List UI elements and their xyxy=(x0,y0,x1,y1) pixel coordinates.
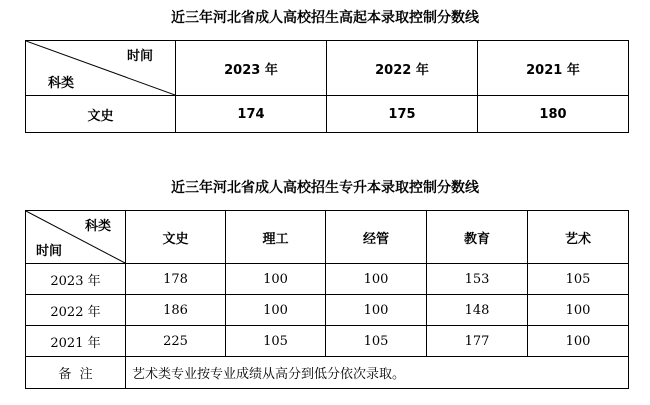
table2-cell: 105 xyxy=(226,326,326,357)
table2-cell: 105 xyxy=(326,326,427,357)
table2-corner-bottom: 时间 xyxy=(36,244,63,259)
table2-cell: 153 xyxy=(427,264,528,295)
table2-cell: 105 xyxy=(528,264,629,295)
table1-corner-top: 时间 xyxy=(126,49,153,64)
table2-corner-top: 科类 xyxy=(84,219,111,234)
table2-category-header: 教育 xyxy=(427,211,528,264)
table-row xyxy=(26,264,629,295)
table2-year-label: 2021 年 xyxy=(26,326,126,357)
table1-header-row xyxy=(26,41,629,96)
table1-cell: 174 xyxy=(176,96,327,133)
table2-cell: 148 xyxy=(427,295,528,326)
table2-header-row xyxy=(26,211,629,264)
table2-cell: 225 xyxy=(126,326,226,357)
table2-note-label: 备 注 xyxy=(26,357,126,389)
table-row xyxy=(26,96,629,133)
table2-cell: 177 xyxy=(427,326,528,357)
table1-title: 近三年河北省成人高校招生高起本录取控制分数线 xyxy=(171,10,479,26)
table2-category-header: 经管 xyxy=(326,211,427,264)
table-row xyxy=(26,326,629,357)
table2-cell: 100 xyxy=(226,295,326,326)
table2 xyxy=(25,210,629,389)
table2-cell: 100 xyxy=(528,326,629,357)
table2-corner-cell xyxy=(26,211,126,264)
table1-corner-cell xyxy=(26,41,176,96)
table2-note-text: 艺术类专业按专业成绩从高分到低分依次录取。 xyxy=(126,357,629,389)
table2-title: 近三年河北省成人高校招生专升本录取控制分数线 xyxy=(171,180,479,196)
table1-row-label: 文史 xyxy=(26,96,176,133)
table2-category-header: 理工 xyxy=(226,211,326,264)
table1-cell: 175 xyxy=(327,96,478,133)
table1-cell: 180 xyxy=(478,96,629,133)
table1-year-header: 2021 年 xyxy=(478,41,629,96)
table2-note-row xyxy=(26,357,629,389)
table1-year-header: 2022 年 xyxy=(327,41,478,96)
table-row xyxy=(26,295,629,326)
table2-year-label: 2023 年 xyxy=(26,264,126,295)
table1-corner-bottom: 科类 xyxy=(48,76,75,91)
table2-category-header: 艺术 xyxy=(528,211,629,264)
table2-cell: 100 xyxy=(226,264,326,295)
table2-category-header: 文史 xyxy=(126,211,226,264)
table2-cell: 100 xyxy=(326,295,427,326)
table2-year-label: 2022 年 xyxy=(26,295,126,326)
table1 xyxy=(25,40,629,133)
table2-cell: 100 xyxy=(326,264,427,295)
table2-cell: 100 xyxy=(528,295,629,326)
table2-cell: 186 xyxy=(126,295,226,326)
table2-cell: 178 xyxy=(126,264,226,295)
table1-year-header: 2023 年 xyxy=(176,41,327,96)
